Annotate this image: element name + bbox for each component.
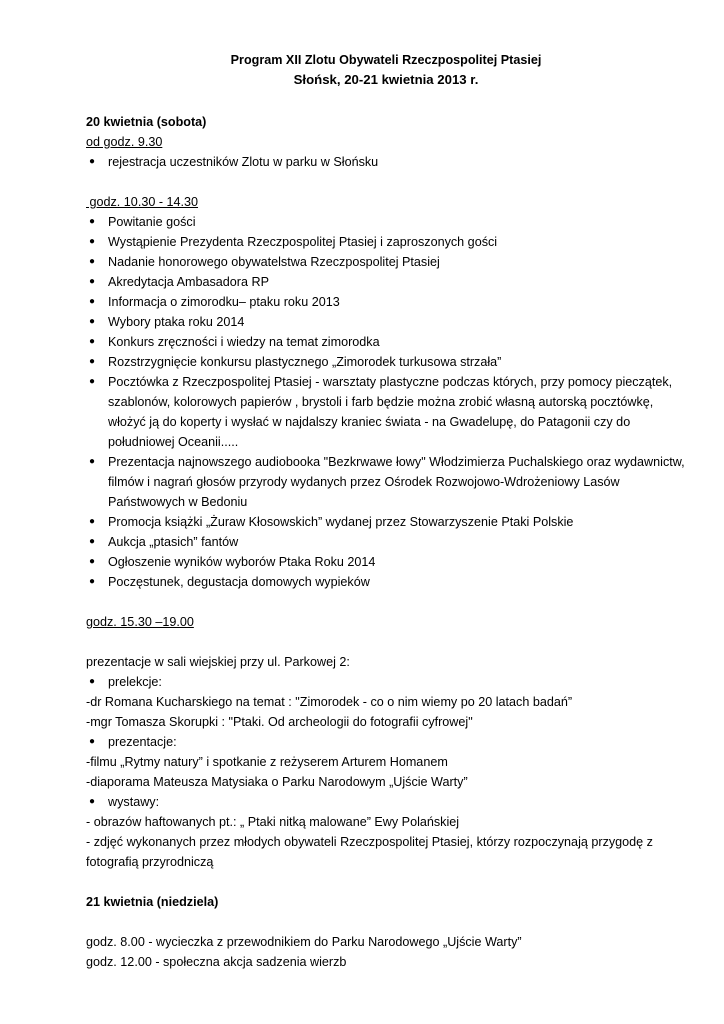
bullet-icon: ● [89,296,96,307]
block2-list [86,212,686,592]
bullet-icon: ● [89,336,96,347]
list-item: ● prelekcje: [86,672,686,692]
prezentacja-line: -diaporama Mateusza Matysiaka o Parku Narodowym „Ujście Warty” [86,775,468,789]
list-item: ● Poczęstunek, degustacja domowych wypieków [86,572,686,592]
bullet-icon: ● [89,556,96,567]
time-block1: od godz. 9.30 [86,135,163,149]
list-item: ● Powitanie gości [86,212,686,232]
bullet-icon: ● [89,276,96,287]
list-item: ● Prezentacja najnowszego audiobooka "Bezkrwawe łowy" Włodzimierza Puchalskiego oraz wydawnictw, filmów i nagrań głosów przyrody wydanych przez Ośrodek Rozwojowo-Wdrożeniowy Lasów Państwowych w Bedoniu [86,452,686,512]
list-item: ● Promocja książki „Żuraw Kłosowskich” wydanej przez Stowarzyszenie Ptaki Polskie [86,512,686,532]
list-item: ● Konkurs zręczności i wiedzy na temat zimorodka [86,332,686,352]
document-content [86,50,686,972]
document-subtitle: Słońsk, 20-21 kwietnia 2013 r. [293,72,479,87]
bullet-icon: ● [89,356,96,367]
list-item: ● Pocztówka z Rzeczpospolitej Ptasiej - warsztaty plastyczne podczas których, przy pomocy pieczątek, szablonów, kolorowych papierów , brystoli i farb będzie można zrobić własną autorską pocztówkę, włożyć ją do koperty i wysłać w najdalszy kraniec świata - na Gwadelupę, do Patagonii czy do południowej Oceanii..... [86,372,686,452]
bullet-icon: ● [89,156,96,167]
list-item: ● Ogłoszenie wyników wyborów Ptaka Roku 2014 [86,552,686,572]
bullet-icon: ● [89,536,96,547]
day2-line: godz. 8.00 - wycieczka z przewodnikiem do Parku Narodowego „Ujście Warty” [86,935,522,949]
document-title: Program XII Zlotu Obywateli Rzeczpospolitej Ptasiej [230,53,542,67]
bullet-icon: ● [89,736,96,747]
prelekcje-list [86,672,686,692]
time-block3: godz. 15.30 –19.00 [86,615,194,629]
block1-list [86,152,686,172]
bullet-icon: ● [89,316,96,327]
prelekcja-line: -mgr Tomasza Skorupki : "Ptaki. Od archeologii do fotografii cyfrowej" [86,715,473,729]
wystawa-line: - obrazów haftowanych pt.: „ Ptaki nitką malowane” Ewy Polańskiej [86,815,460,829]
wystawa-line: - zdjęć wykonanych przez młodych obywateli Rzeczpospolitej Ptasiej, którzy rozpoczynają przygodę z fotografią przyrodniczą [86,835,653,869]
list-item: ● rejestracja uczestników Zlotu w parku w Słońsku [86,152,686,172]
day1-heading: 20 kwietnia (sobota) [86,115,207,129]
bullet-icon: ● [89,516,96,527]
time-block2: godz. 10.30 - 14.30 [86,195,199,209]
bullet-icon: ● [89,376,96,387]
block3-intro: prezentacje w sali wiejskiej przy ul. Parkowej 2: [86,655,350,669]
list-item: ● Rozstrzygnięcie konkursu plastycznego „Zimorodek turkusowa strzała” [86,352,686,372]
wystawy-list [86,792,686,812]
list-item: ● Wystąpienie Prezydenta Rzeczpospolitej Ptasiej i zaproszonych gości [86,232,686,252]
bullet-icon: ● [89,256,96,267]
list-item: ● Akredytacja Ambasadora RP [86,272,686,292]
list-item: ● Informacja o zimorodku– ptaku roku 2013 [86,292,686,312]
bullet-icon: ● [89,576,96,587]
list-item: ● Wybory ptaka roku 2014 [86,312,686,332]
bullet-icon: ● [89,676,96,687]
prezentacje-list [86,732,686,752]
list-item: ● prezentacje: [86,732,686,752]
list-item: ● wystawy: [86,792,686,812]
prezentacja-line: -filmu „Rytmy natury” i spotkanie z reżyserem Arturem Homanem [86,755,448,769]
bullet-icon: ● [89,456,96,467]
bullet-icon: ● [89,796,96,807]
day2-line: godz. 12.00 - społeczna akcja sadzenia wierzb [86,955,347,969]
list-item: ● Nadanie honorowego obywatelstwa Rzeczpospolitej Ptasiej [86,252,686,272]
day2-heading: 21 kwietnia (niedziela) [86,895,219,909]
bullet-icon: ● [89,216,96,227]
bullet-icon: ● [89,236,96,247]
list-item: ● Aukcja „ptasich” fantów [86,532,686,552]
prelekcja-line: -dr Romana Kucharskiego na temat : "Zimorodek - co o nim wiemy po 20 latach badań” [86,695,573,709]
